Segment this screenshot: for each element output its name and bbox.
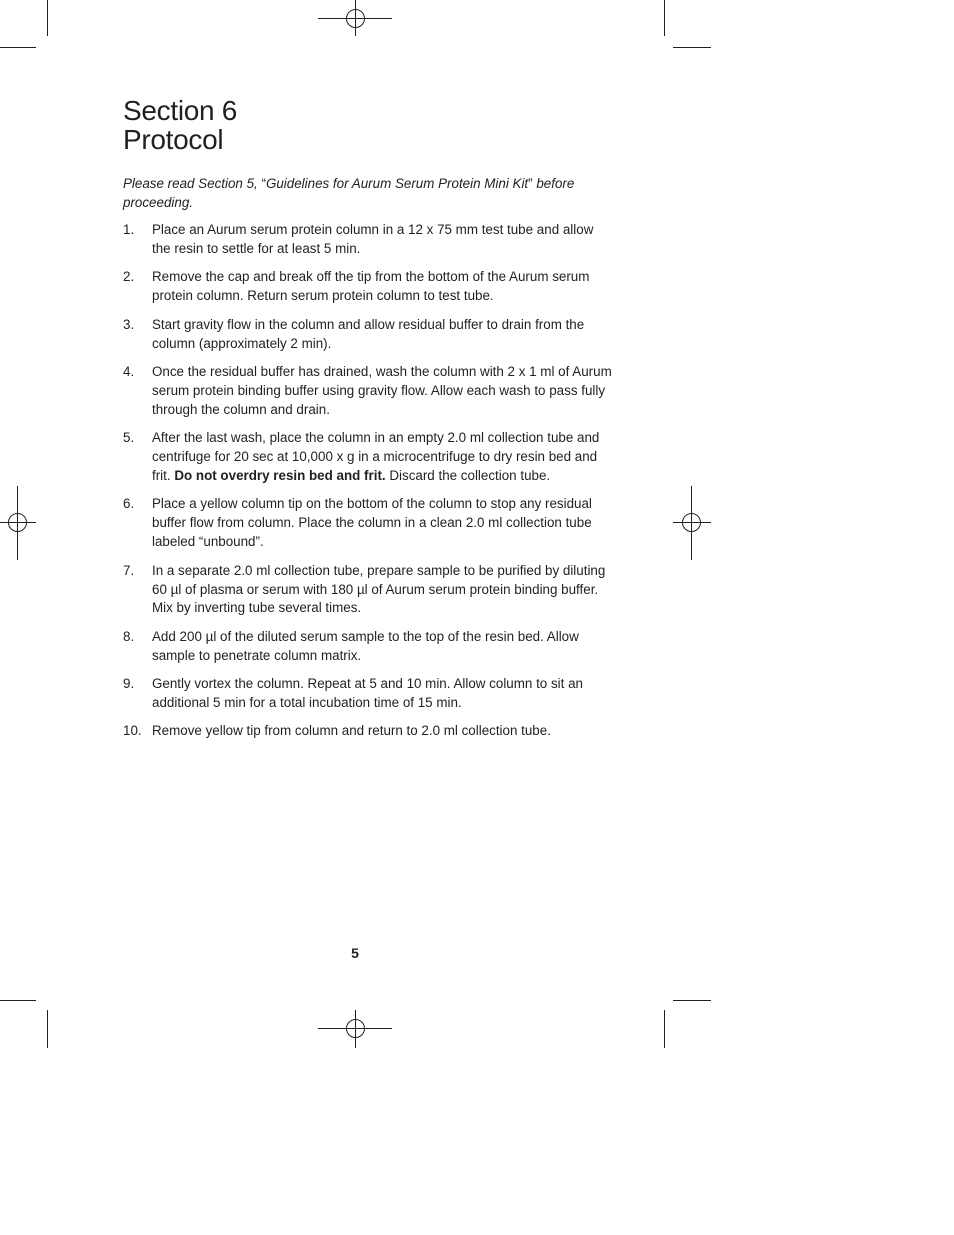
registration-mark-bottom xyxy=(318,1010,392,1048)
step-number: 1. xyxy=(123,222,135,237)
protocol-step xyxy=(123,221,613,259)
protocol-step xyxy=(123,628,613,666)
step-text: Place a yellow column tip on the bottom of the column to stop any residual buffer flow from column. Place the column in a clean 2.0 ml collection tube labeled “unbound”. xyxy=(152,496,592,550)
step-text: Remove the cap and break off the tip from the bottom of the Aurum serum protein column. Return serum protein column to test tube. xyxy=(152,269,590,304)
step-number: 9. xyxy=(123,676,135,692)
section-heading xyxy=(123,96,237,154)
registration-mark-left xyxy=(0,486,36,560)
step-number: 5. xyxy=(123,430,135,446)
protocol-step xyxy=(123,268,613,306)
intro-text-start: Please read Section 5, xyxy=(123,176,262,191)
protocol-step xyxy=(123,495,613,552)
step-text: Start gravity flow in the column and allow residual buffer to drain from the column (approximately 2 min). xyxy=(152,316,585,351)
protocol-step xyxy=(123,316,613,354)
page-number: 5 xyxy=(351,945,359,961)
section-subtitle: Protocol xyxy=(123,124,224,155)
step-number: 7. xyxy=(123,562,135,578)
intro-quote-close: ” xyxy=(528,176,533,191)
intro-text-end: before proceeding. xyxy=(123,176,575,210)
section-title: Section 6 xyxy=(123,95,238,126)
protocol-step xyxy=(123,722,613,741)
registration-mark-right xyxy=(673,486,711,560)
protocol-step xyxy=(123,429,613,486)
step-number: 10. xyxy=(123,723,142,739)
protocol-steps-list xyxy=(123,221,613,751)
step-text: Place an Aurum serum protein column in a 12 x 75 mm test tube and allow the resin to settle for at least 5 min. xyxy=(152,222,594,256)
step-number: 4. xyxy=(123,363,135,379)
step-number: 8. xyxy=(123,628,135,644)
step-text: Add 200 µl of the diluted serum sample to the top of the resin bed. Allow sample to penetrate column matrix. xyxy=(152,628,579,663)
step-number: 2. xyxy=(123,269,135,285)
registration-mark-top xyxy=(318,0,392,36)
step-text: In a separate 2.0 ml collection tube, prepare sample to be purified by diluting 60 µl of plasma or serum with 180 µl of Aurum serum protein binding buffer. Mix by inverting tube several times. xyxy=(152,562,606,616)
step-text: Remove yellow tip from column and return to 2.0 ml collection tube. xyxy=(152,723,551,739)
step-number: 3. xyxy=(123,316,135,332)
step-text-before-warning: After the last wash, place the column in an empty 2.0 ml collection tube and centrifuge for 20 sec at 10,000 x g in a microcentrifuge to dry resin bed and frit. xyxy=(152,430,600,483)
overdry-warning: Do not overdry resin bed and frit. xyxy=(174,467,386,483)
step-text: Gently vortex the column. Repeat at 5 and 10 min. Allow column to sit an additional 5 min for a total incubation time of 15 min. xyxy=(152,676,583,711)
step-number: 6. xyxy=(123,496,135,512)
intro-note xyxy=(123,174,613,212)
protocol-step xyxy=(123,363,613,420)
step-text xyxy=(152,430,599,483)
intro-quote-open: “ xyxy=(261,176,266,191)
step-text-after-warning: Discard the collection tube. xyxy=(385,467,551,483)
protocol-step xyxy=(123,562,613,619)
protocol-step xyxy=(123,675,613,713)
step-text: Once the residual buffer has drained, wash the column with 2 x 1 ml of Aurum serum protein binding buffer using gravity flow. Allow each wash to pass fully through the column and drain. xyxy=(152,363,612,417)
intro-guideline-title: Guidelines for Aurum Serum Protein Mini Kit xyxy=(265,176,529,191)
